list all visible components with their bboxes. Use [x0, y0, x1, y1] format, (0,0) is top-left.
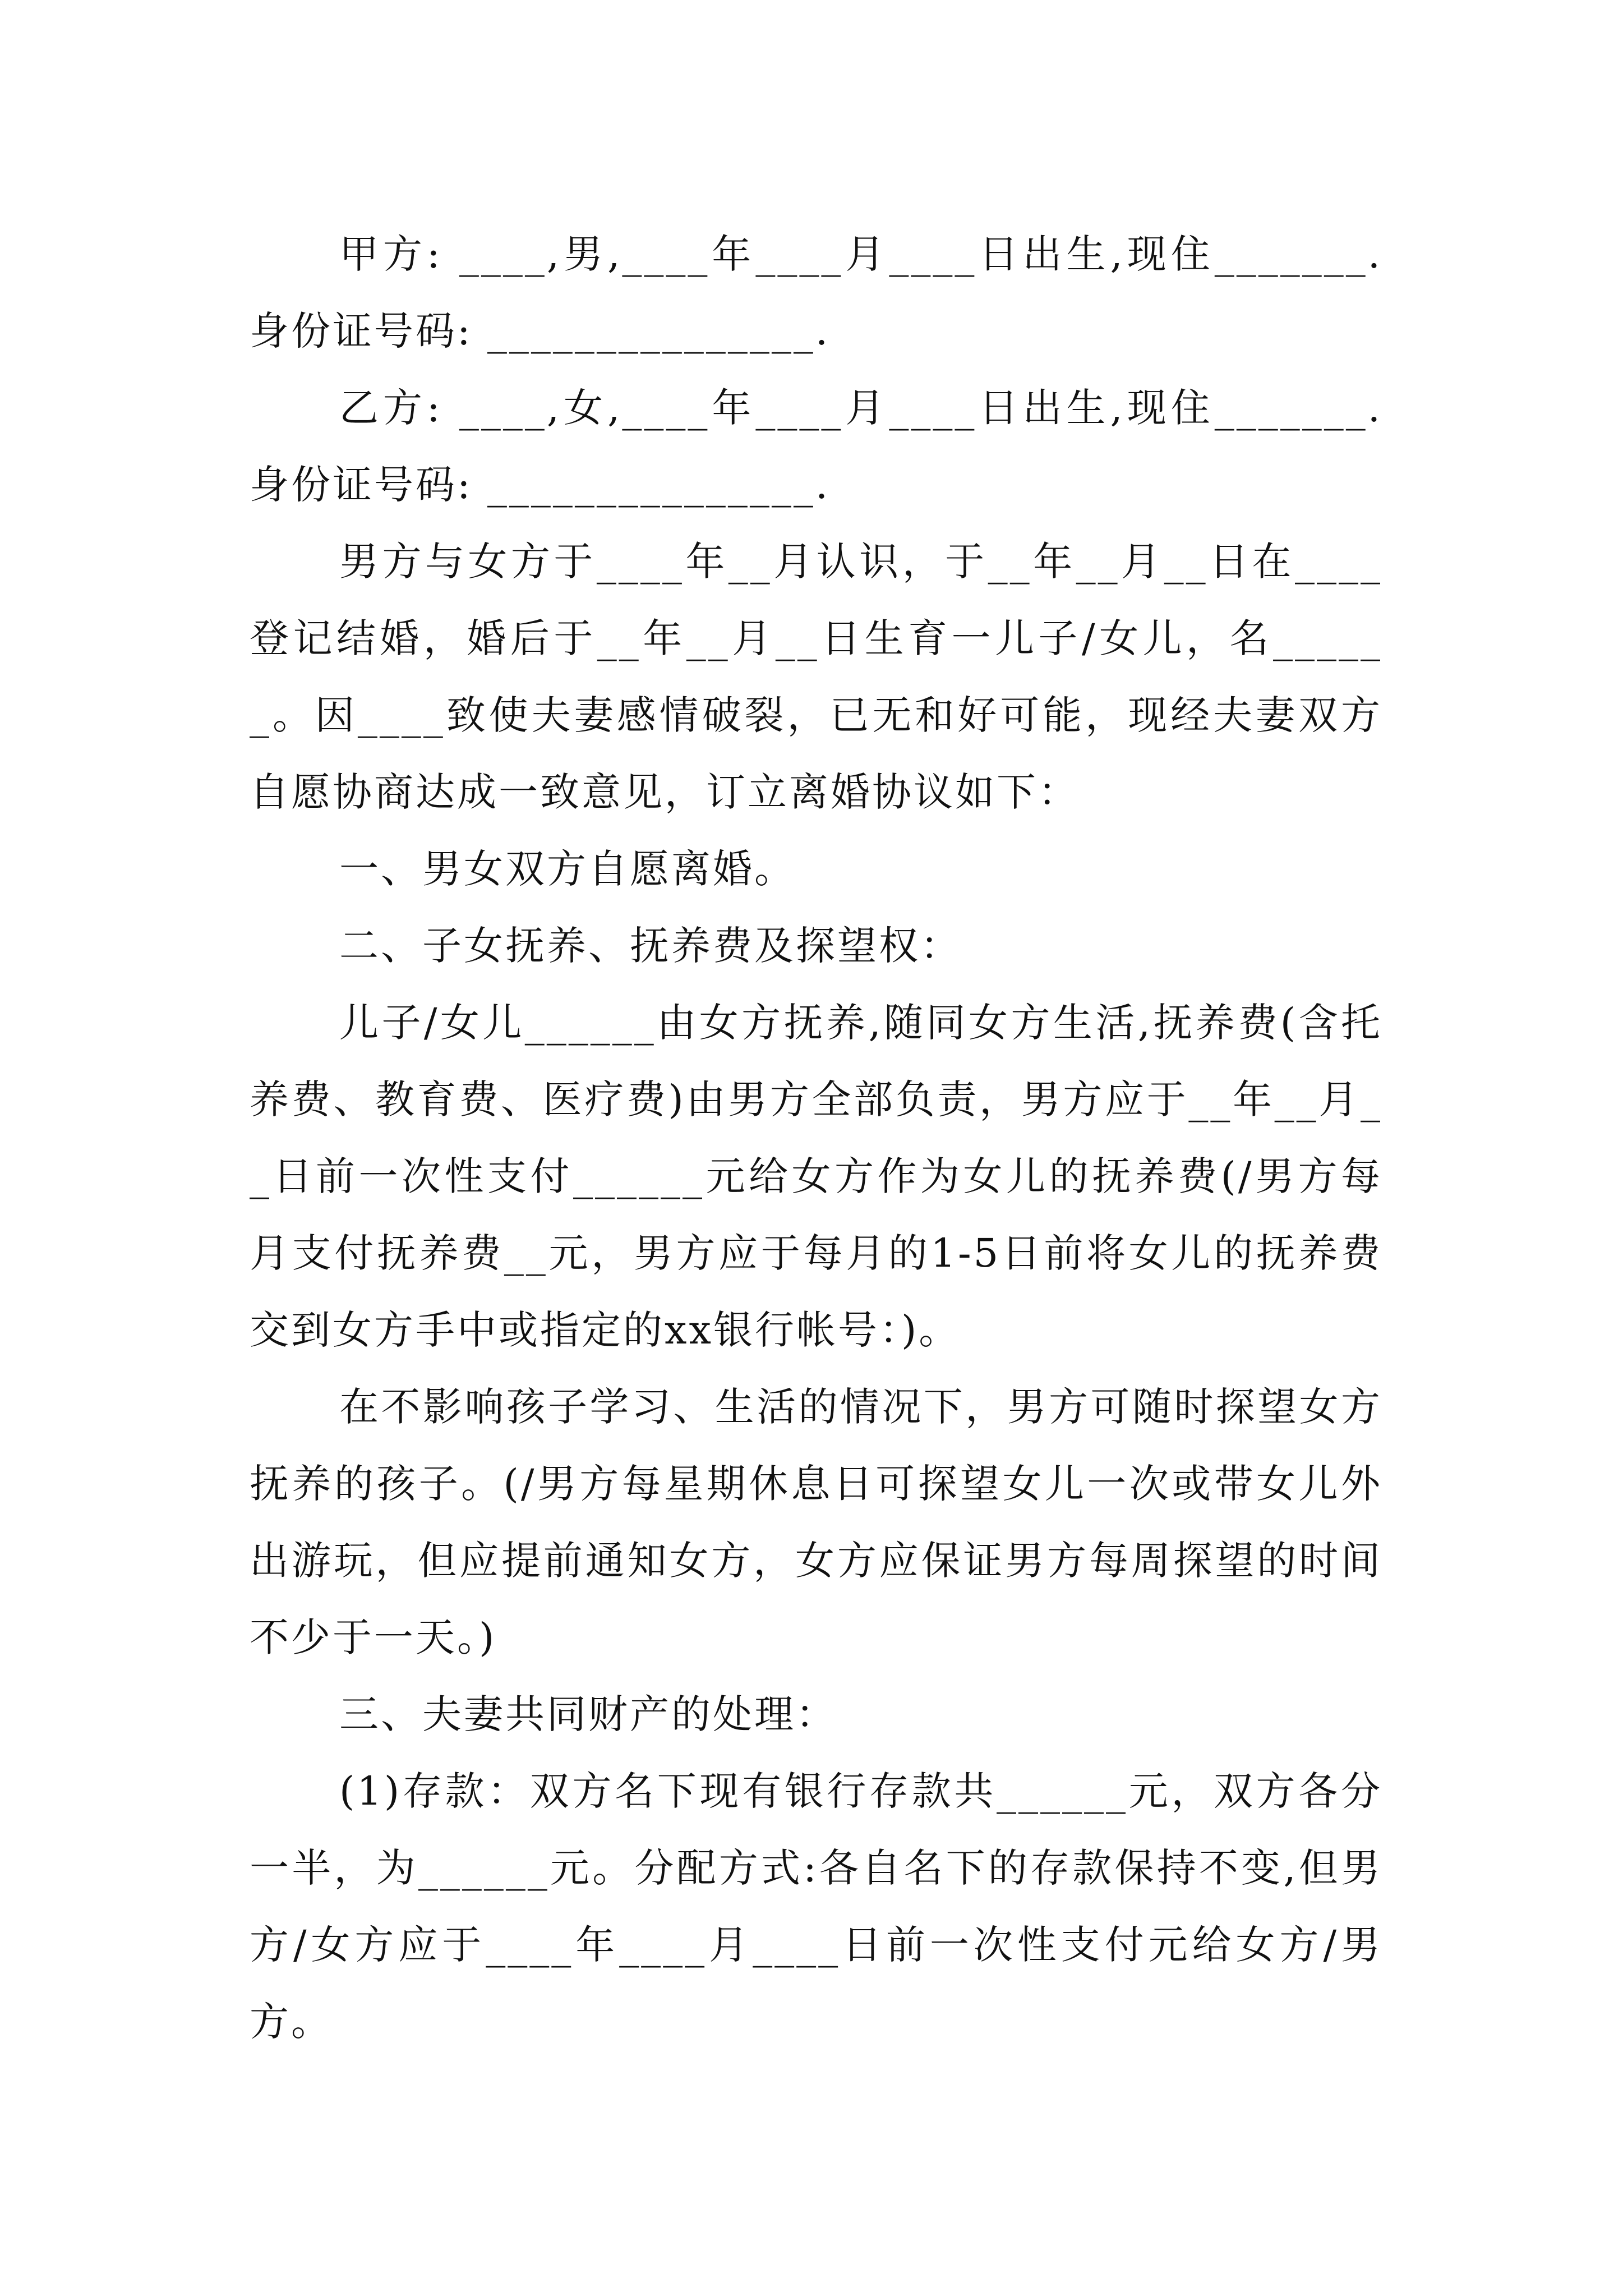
clause-2-heading: 二、子女抚养、抚养费及探望权： — [339, 923, 962, 969]
child-custody-paragraph: 儿子/女儿______由女方抚养,随同女方生活,抚养费(含托养费、教育费、医疗费)由男方全部负责，男方应于__年__月__日前一次性支付______元给女方作为女儿的抚养费(/男方每月支付抚养费__元，男方应于每月的1-5日前将女儿的抚养费交到女方手中或指定的xx银行帐号：)。 — [250, 1000, 1382, 1353]
document-body — [250, 216, 1382, 2060]
deposit-paragraph: (1)存款：双方名下现有银行存款共______元，双方各分一半，为______元。分配方式:各自名下的存款保持不变,但男方/女方应于____年____月____日前一次性支付元给女方/男方。 — [250, 1768, 1382, 2045]
clause-1-heading: 一、男女双方自愿离婚。 — [339, 846, 796, 892]
visitation-paragraph: 在不影响孩子学习、生活的情况下，男方可随时探望女方抚养的孩子。(/男方每星期休息日可探望女儿一次或带女儿外出游玩，但应提前通知女方，女方应保证男方每周探望的时间不少于一天。) — [250, 1384, 1382, 1660]
marriage-background-paragraph: 男方与女方于____年__月认识，于__年__月__日在____登记结婚，婚后于__年__月__日生育一儿子/女儿，名______。因____致使夫妻感情破裂，已无和好可能，现经夫妻双方自愿协商达成一致意见，订立离婚协议如下： — [250, 539, 1382, 815]
clause-3-heading: 三、夫妻共同财产的处理： — [339, 1691, 837, 1737]
party-b-paragraph: 乙方: ____,女,____年____月____日出生,现住_______.身份证号码: _______________. — [250, 385, 1382, 508]
party-a-paragraph: 甲方: ____,男,____年____月____日出生,现住_______.身份证号码: _______________. — [250, 231, 1382, 354]
